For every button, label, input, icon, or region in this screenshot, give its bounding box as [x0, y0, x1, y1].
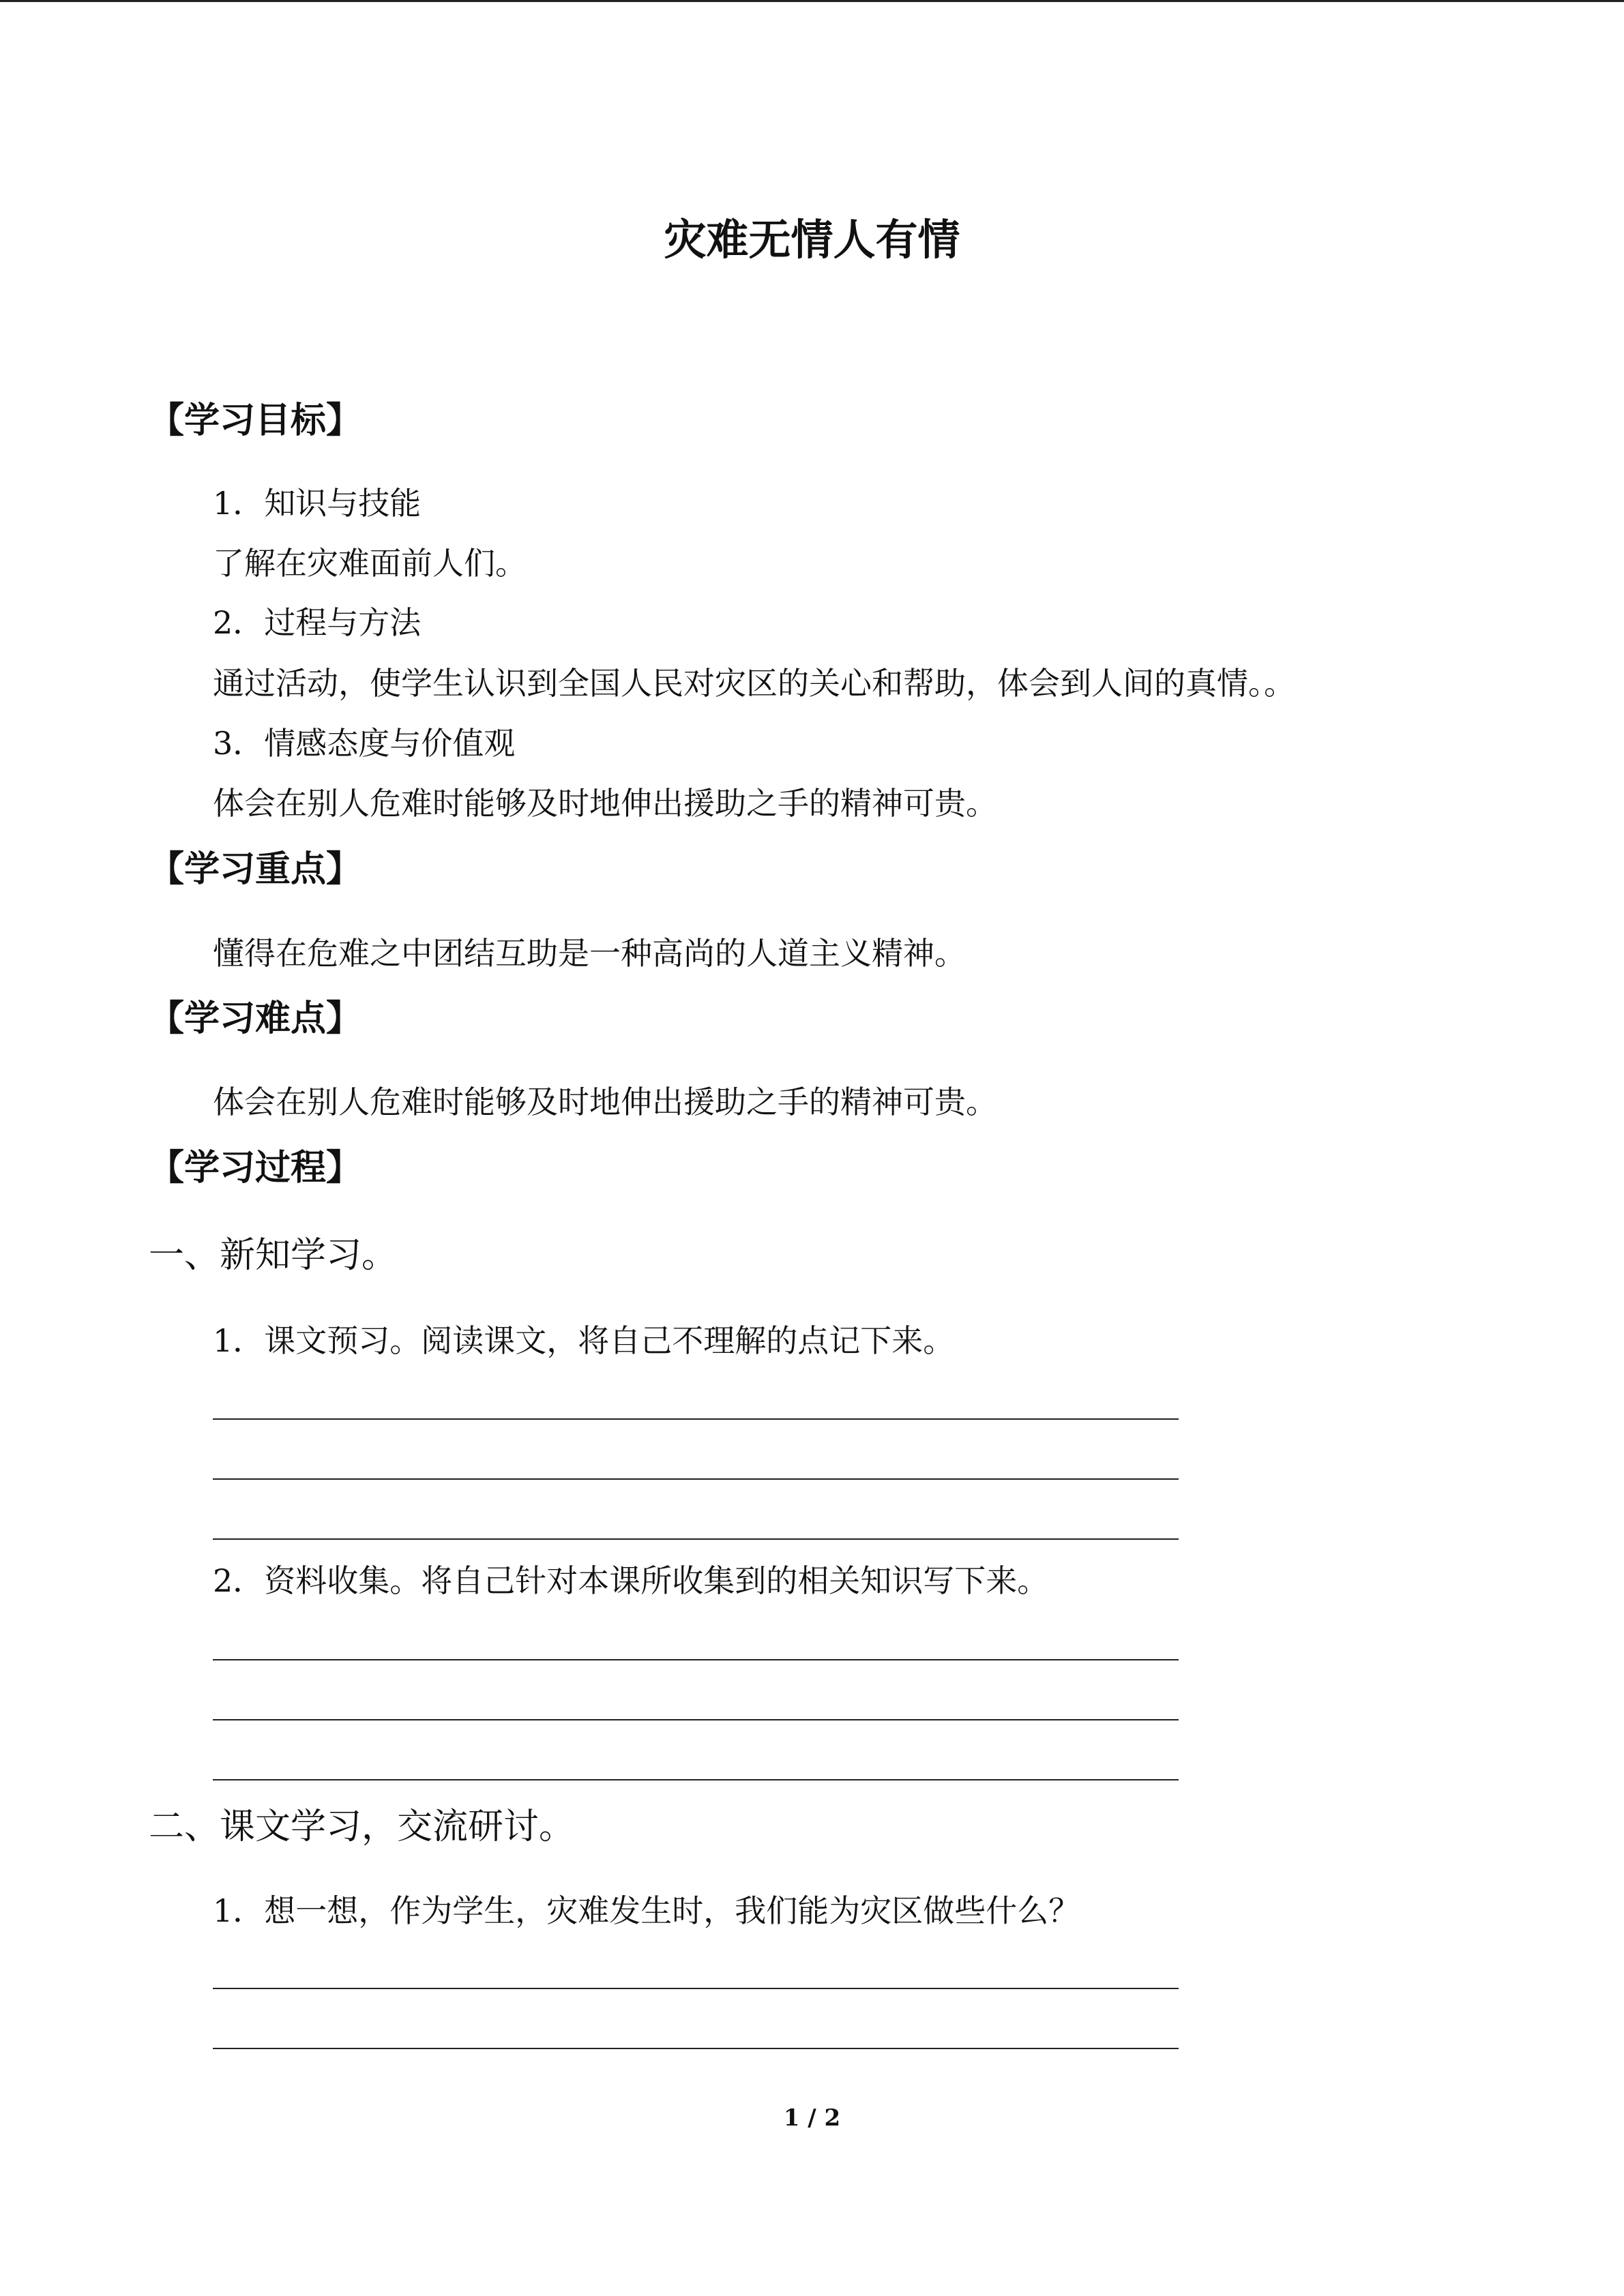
answer-line[interactable]: [213, 1779, 1179, 1780]
section-discussion: 二、课文学习，交流研讨。: [149, 1806, 575, 1847]
goal-text-3: 体会在别人危难时能够及时地伸出援助之手的精神可贵。: [213, 785, 997, 822]
question-think: 1．想一想，作为学生，灾难发生时，我们能为灾区做些什么？: [213, 1892, 1080, 1929]
answer-line[interactable]: [213, 1418, 1179, 1420]
page-title: 灾难无情人有情: [664, 215, 960, 265]
answer-line[interactable]: [213, 1988, 1179, 1989]
page-number: 1 / 2: [783, 2104, 841, 2132]
heading-goals: 【学习目标】: [149, 400, 362, 441]
goal-text-1: 了解在灾难面前人们。: [213, 545, 527, 582]
question-materials: 2．资料收集。将自己针对本课所收集到的相关知识写下来。: [213, 1562, 1049, 1599]
goal-text-2: 通过活动，使学生认识到全国人民对灾区的关心和帮助，体会到人间的真情。。: [213, 665, 1295, 702]
heading-difficulty: 【学习难点】: [149, 998, 362, 1039]
heading-focus: 【学习重点】: [149, 848, 362, 890]
question-preview: 1．课文预习。阅读课文，将自己不理解的点记下来。: [213, 1322, 955, 1359]
section-new-knowledge: 一、新知学习。: [149, 1235, 398, 1276]
answer-line[interactable]: [213, 2048, 1179, 2049]
answer-line[interactable]: [213, 1478, 1179, 1480]
goal-item-2: 2．过程与方法: [213, 604, 422, 641]
answer-line[interactable]: [213, 1719, 1179, 1720]
focus-text: 懂得在危难之中团结互助是一种高尚的人道主义精神。: [213, 935, 966, 972]
goal-item-1: 1．知识与技能: [213, 485, 422, 522]
answer-line[interactable]: [213, 1538, 1179, 1540]
goal-item-3: 3．情感态度与价值观: [213, 725, 516, 762]
heading-process: 【学习过程】: [149, 1147, 362, 1189]
answer-line[interactable]: [213, 1659, 1179, 1660]
difficulty-text: 体会在别人危难时能够及时地伸出援助之手的精神可贵。: [213, 1084, 997, 1120]
